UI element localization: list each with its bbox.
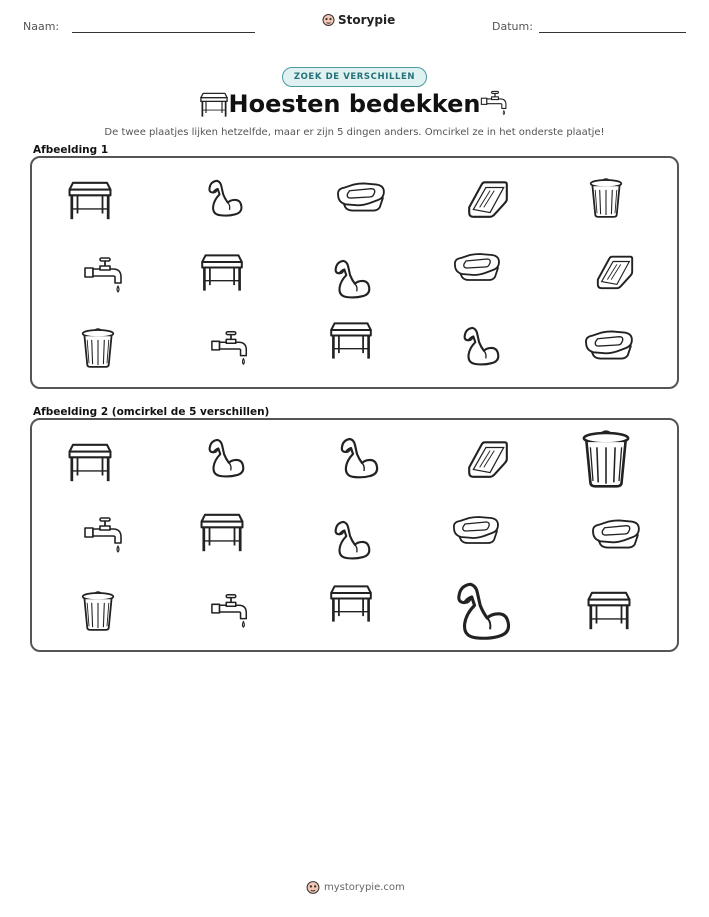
desk-icon[interactable]	[326, 582, 376, 626]
worksheet-type-badge: ZOEK DE VERSCHILLEN	[282, 67, 427, 87]
soap-icon[interactable]	[590, 515, 642, 553]
faucet-icon[interactable]	[82, 516, 128, 554]
name-line[interactable]	[72, 32, 255, 33]
arm-icon	[460, 325, 502, 367]
arm-icon[interactable]	[331, 519, 373, 561]
faucet-icon[interactable]	[210, 591, 252, 631]
soap-icon[interactable]	[451, 512, 501, 548]
picture-1-label: Afbeelding 1	[33, 144, 109, 156]
desk-icon	[197, 251, 247, 295]
trash-can-icon[interactable]	[80, 588, 116, 634]
desk-icon[interactable]	[584, 588, 634, 634]
arm-icon	[331, 258, 373, 300]
footer	[306, 880, 405, 895]
brand-name: Storypie	[338, 13, 396, 27]
tissue-icon	[594, 252, 636, 292]
desk-icon[interactable]	[197, 510, 247, 556]
faucet-icon	[82, 256, 128, 294]
soap-icon	[452, 249, 502, 285]
arm-icon[interactable]	[452, 580, 514, 642]
tissue-icon[interactable]	[465, 438, 511, 480]
desk-icon	[65, 178, 115, 224]
arm-icon[interactable]	[337, 436, 381, 480]
trash-can-icon	[80, 325, 116, 371]
trash-can-icon	[588, 175, 624, 221]
date-line[interactable]	[539, 32, 686, 33]
picture-2-label: Afbeelding 2 (omcirkel de 5 verschillen)	[33, 406, 270, 418]
storypie-logo	[322, 13, 395, 27]
faucet-icon	[480, 90, 510, 120]
faucet-icon	[210, 328, 252, 368]
instructions: De twee plaatjes lijken hetzelfde, maar er zijn 5 dingen anders. Omcirkel ze in het onderste plaatje!	[104, 127, 605, 138]
date-label: Datum:	[492, 20, 533, 33]
desk-icon	[326, 319, 376, 363]
name-label: Naam:	[23, 20, 60, 33]
soap-icon	[335, 178, 387, 216]
mascot-icon	[306, 880, 320, 895]
arm-icon[interactable]	[205, 436, 247, 480]
tissue-icon	[465, 178, 511, 220]
soap-icon	[583, 326, 635, 364]
trash-can-icon[interactable]	[580, 426, 632, 492]
desk-icon[interactable]	[65, 440, 115, 486]
arm-icon	[205, 176, 245, 220]
page-title: Hoesten bedekken	[228, 90, 481, 118]
footer-url: mystorypie.com	[324, 882, 405, 893]
mascot-icon	[322, 13, 335, 27]
